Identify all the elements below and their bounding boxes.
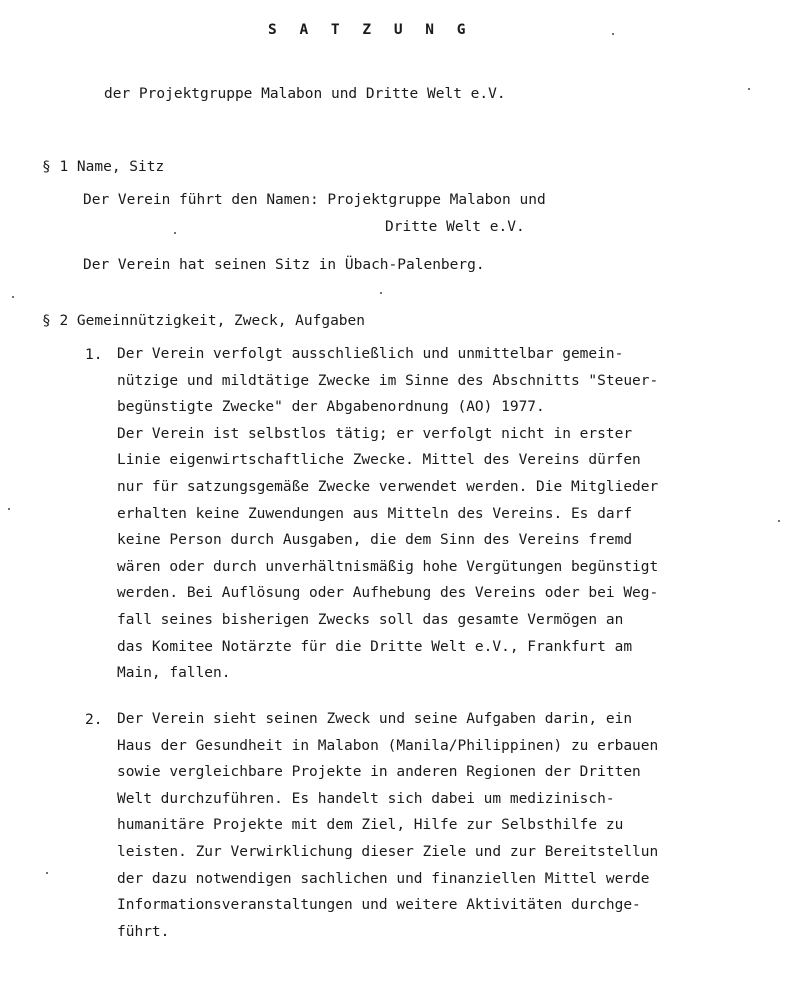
section-2-heading: § 2 Gemeinnützigkeit, Zweck, Aufgaben	[42, 313, 366, 329]
scan-speck	[174, 232, 176, 234]
section-1-seat-line: Der Verein hat seinen Sitz in Übach-Palenberg.	[83, 257, 485, 273]
scan-speck	[46, 872, 48, 874]
item-2-text: Der Verein sieht seinen Zweck und seine Aufgaben darin, ein Haus der Gesundheit in Malabon (Manila/Philippinen) zu erbauen sowie vergleichbare Projekte in anderen Regionen der Dritten Welt durchzuführen. Es handelt sich dabei um medizinisch- humanitäre Projekte mit dem Ziel, Hilfe zur Selbsthilfe zu leisten. Zur Verwirklichung dieser Ziele und zur Bereitstellun der dazu notwendigen sachlichen und finanziellen Mittel werde Informationsveranstaltungen und weitere Aktivitäten durchge- führt.	[117, 711, 659, 940]
scan-speck	[380, 292, 382, 294]
section-1-name-continuation: Dritte Welt e.V.	[385, 219, 525, 235]
scan-speck	[8, 508, 10, 510]
document-subtitle: der Projektgruppe Malabon und Dritte Welt e.V.	[104, 86, 506, 102]
item-1-number: 1.	[85, 347, 103, 363]
document-title: S A T Z U N G	[268, 22, 473, 38]
scan-speck	[612, 33, 614, 35]
scan-speck	[778, 520, 780, 522]
scan-speck	[748, 88, 750, 90]
section-1-name-line: Der Verein führt den Namen: Projektgruppe Malabon und	[83, 192, 546, 208]
section-1-heading: § 1 Name, Sitz	[42, 159, 165, 175]
item-1-text: Der Verein verfolgt ausschließlich und unmittelbar gemein- nützige und mildtätige Zwecke im Sinne des Abschnitts "Steuer- begünstigte Zwecke" der Abgabenordnung (AO) 1977. Der Verein ist selbstlos tätig; er verfolgt nicht in erster Linie eigenwirtschaftliche Zwecke. Mittel des Vereins dürfen nur für satzungsgemäße Zwecke verwendet werden. Die Mitglieder erhalten keine Zuwendungen aus Mitteln des Vereins. Es darf keine Person durch Ausgaben, die dem Sinn des Vereins fremd wären oder durch unverhältnismäßig hohe Vergütungen begünstigt werden. Bei Auflösung oder Aufhebung des Vereins oder bei Weg- fall seines bisherigen Zwecks soll das gesamte Vermögen an das Komitee Notärzte für die Dritte Welt e.V., Frankfurt am Main, fallen.	[117, 346, 659, 682]
scan-speck	[12, 296, 14, 298]
item-2-number: 2.	[85, 712, 103, 728]
